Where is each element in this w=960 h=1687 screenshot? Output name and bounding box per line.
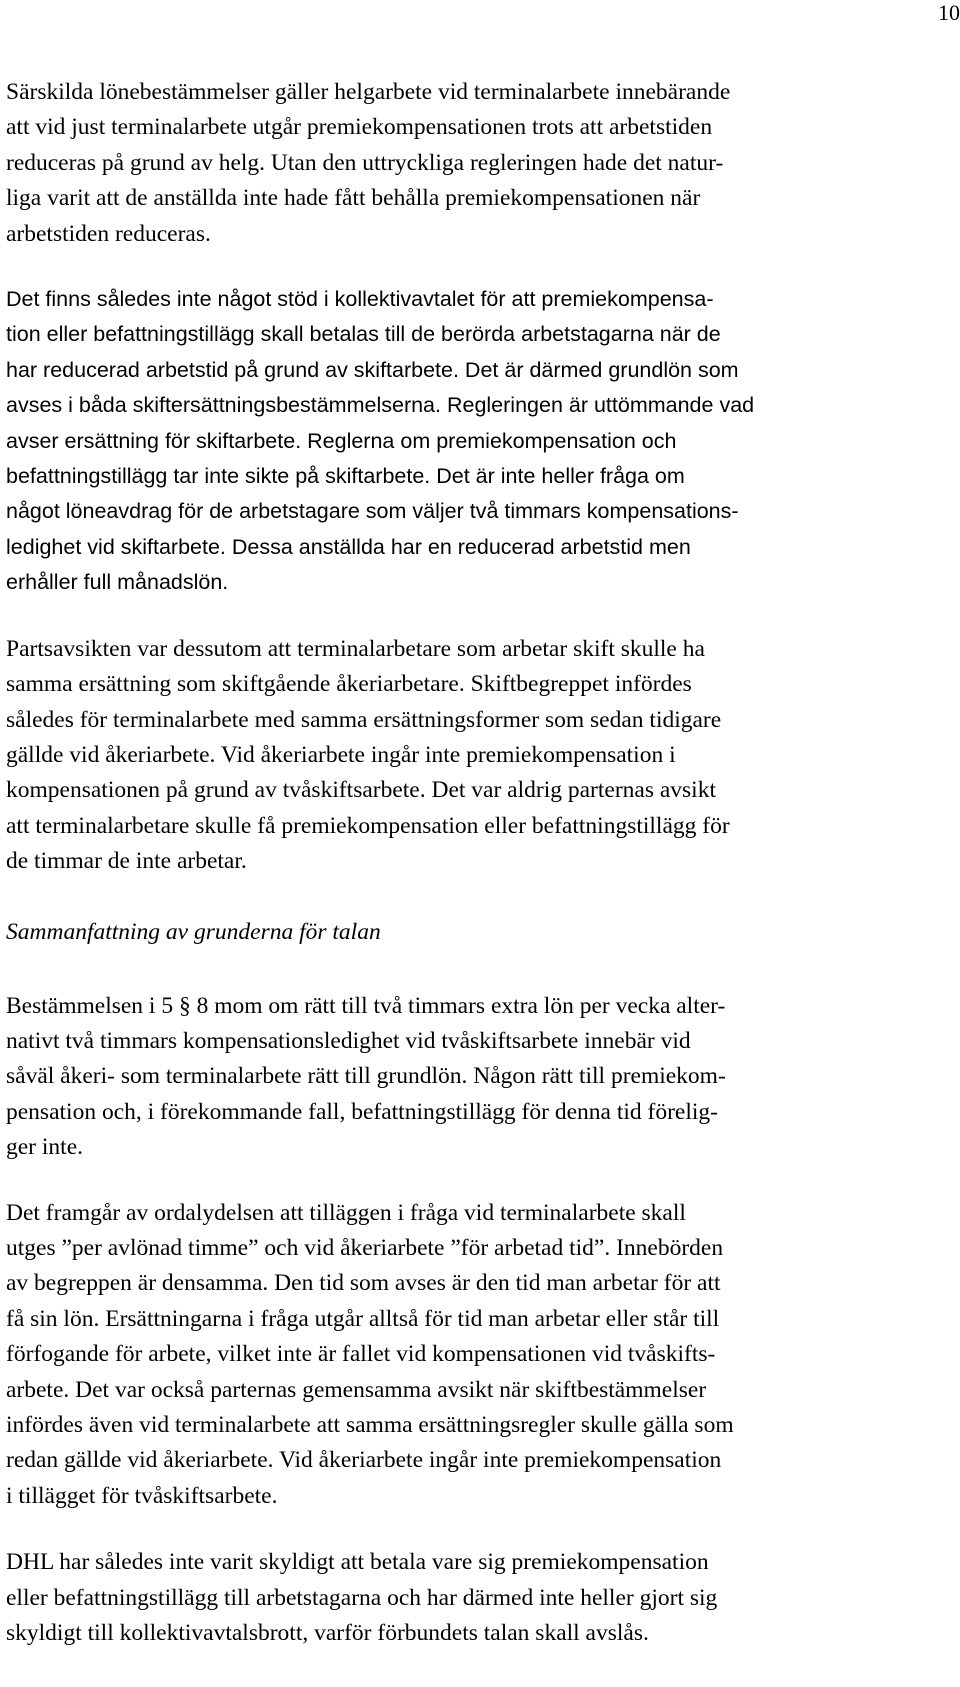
paragraph-slutsats: DHL har således inte varit skyldigt att betala vare sig premiekompensation eller befattningstillägg till arbetstagarna och har därmed inte heller gjort sig skyldigt till kollektivavtalsbrott, varför förbundets talan skall avslås.: [6, 1549, 718, 1647]
section-heading: Sammanfattning av grunderna för talan: [6, 918, 381, 945]
paragraph-kollektivavtal-stod: Det finns således inte något stöd i kollektivavtalet för att premiekompensa- tion eller befattningstillägg skall betalas till de berörda arbetstagarna när de har reducerad arbetstid på grund av skiftarbete. Det är därmed grundlön som avses i båda skiftersättningsbestämmelserna. Regleringen är uttömmande vad avser ersättning för skiftarbete. Reglerna om premiekompensation och befattningstillägg tar inte sikte på skiftarbete. Det är inte heller fråga om något löneavdrag för de arbetstagare som väljer två timmars kompensations- ledighet vid skiftarbete. Dessa anställda har en reducerad arbetstid men erhåller full månadslön.: [6, 287, 755, 595]
paragraph-helgarbete: Särskilda lönebestämmelser gäller helgarbete vid terminalarbete innebärande att vid just terminalarbete utgår premiekompensationen trots att arbetstiden reduceras på grund av helg. Utan den uttryckliga regleringen hade det natur- liga varit att de anställda inte hade fått behålla premiekompensationen när arbetstiden reduceras.: [6, 79, 731, 247]
document-body: [6, 75, 936, 1651]
paragraph-partsavsikten: Partsavsikten var dessutom att terminalarbetare som arbetar skift skulle ha samma ersättning som skiftgående åkeriarbetare. Skiftbegreppet infördes således för terminalarbete med samma ersättningsformer som sedan tidigare gällde vid åkeriarbete. Vid åkeriarbete ingår inte premiekompensation i kompensationen på grund av tvåskiftsarbete. Det var aldrig parternas avsikt att terminalarbetare skulle få premiekompensation eller befattningstillägg för de timmar de inte arbetar.: [6, 635, 730, 875]
paragraph-ordalydelsen: Det framgår av ordalydelsen att tilläggen i fråga vid terminalarbete skall utges ”per avlönad timme” och vid åkeriarbete ”för arbetad tid”. Innebörden av begreppen är densamma. Den tid som avses är den tid man arbetar för att få sin lön. Ersättningarna i fråga utgår alltså för tid man arbetar eller står till förfogande för arbete, vilket inte är fallet vid kompensationen vid tvåskifts- arbete. Det var också parternas gemensamma avsikt när skiftbestämmelser infördes även vid terminalarbete att samma ersättningsregler skulle gälla som redan gällde vid åkeriarbete. Vid åkeriarbete ingår inte premiekompensation i tillägget för tvåskiftsarbete.: [6, 1199, 734, 1509]
paragraph-bestammelsen: Bestämmelsen i 5 § 8 mom om rätt till två timmars extra lön per vecka alter- nativt två timmars kompensationsledighet vid tvåskiftsarbete innebär vid såväl åkeri- som terminalarbete rätt till grundlön. Någon rätt till premiekom- pensation och, i förekommande fall, befattningstillägg för denna tid förelig- ger inte.: [6, 992, 726, 1161]
page-number: 10: [938, 0, 960, 25]
